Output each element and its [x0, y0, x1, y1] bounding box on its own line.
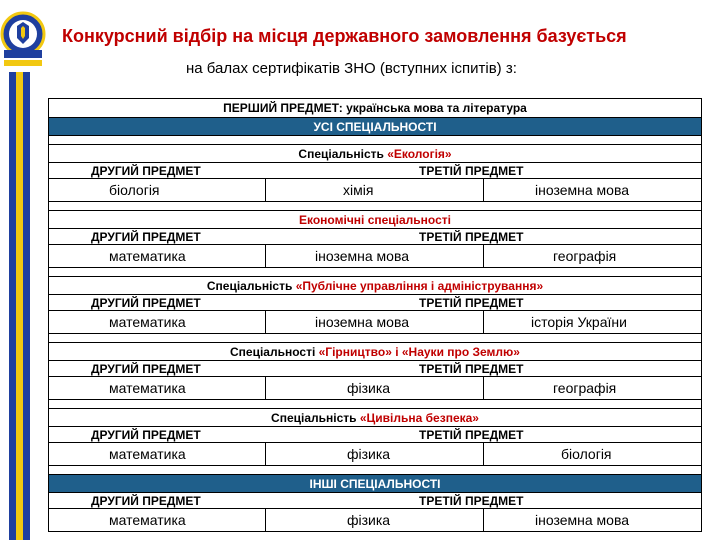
second-subject: математика	[109, 446, 186, 462]
subject-labels-row	[49, 360, 701, 376]
second-subject: математика	[109, 314, 186, 330]
specialty-name: «Цивільна безпека»	[359, 411, 479, 425]
subjects-table	[48, 98, 702, 532]
specialty-name: «Публічне управління і адміністрування»	[295, 279, 544, 293]
specialty-header	[49, 210, 701, 228]
third-subject-option: фізика	[347, 446, 391, 462]
third-subject-option: іноземна мова	[315, 248, 410, 264]
subject-labels-row	[49, 228, 701, 244]
second-subject-label: ДРУГИЙ ПРЕДМЕТ	[91, 296, 201, 310]
third-subject-label: ТРЕТІЙ ПРЕДМЕТ	[419, 164, 524, 178]
third-subject-option: географія	[553, 248, 617, 264]
subject-labels-row	[49, 162, 701, 178]
all-specialties-text: УСІ СПЕЦІАЛЬНОСТІ	[313, 120, 437, 134]
page-subtitle: на балах сертифікатів ЗНО (вступних іспитів) з:	[186, 60, 517, 77]
sidebar-stripe-blue	[23, 72, 30, 540]
all-specialties-band	[49, 117, 701, 135]
first-subject-row	[49, 98, 701, 117]
second-subject: математика	[109, 248, 186, 264]
specialty-prefix: Спеціальність	[206, 279, 296, 293]
third-subject-label: ТРЕТІЙ ПРЕДМЕТ	[419, 362, 524, 376]
third-subject-option: біологія	[561, 446, 612, 462]
sidebar-stripe-yellow	[16, 72, 23, 540]
specialty-name: «Екологія»	[387, 147, 452, 161]
specialty-prefix: Спеціальність	[271, 411, 360, 425]
other-specialties-band	[49, 474, 701, 492]
second-subject: математика	[109, 380, 186, 396]
specialty-name: «Гірництво» і «Науки про Землю»	[318, 345, 520, 359]
third-subject-option: географія	[553, 380, 617, 396]
second-subject-label: ДРУГИЙ ПРЕДМЕТ	[91, 230, 201, 244]
subject-labels-row	[49, 426, 701, 442]
first-subject-text: ПЕРШИЙ ПРЕДМЕТ: українська мова та література	[223, 101, 527, 115]
third-subject-option: хімія	[343, 182, 374, 198]
third-subject-option: історія України	[531, 314, 627, 330]
third-subject-label: ТРЕТІЙ ПРЕДМЕТ	[419, 428, 524, 442]
specialty-prefix: Спеціальність	[298, 147, 388, 161]
specialty-name: Економічні спеціальності	[299, 213, 451, 227]
specialty-header	[49, 276, 701, 294]
third-subject-option: іноземна мова	[535, 182, 630, 198]
subjects-row	[49, 178, 701, 201]
third-subject-option: іноземна мова	[535, 512, 630, 528]
spacer	[49, 333, 701, 342]
second-subject: біологія	[109, 182, 160, 198]
second-subject-label: ДРУГИЙ ПРЕДМЕТ	[91, 164, 201, 178]
subjects-row	[49, 310, 701, 333]
third-subject-option: іноземна мова	[315, 314, 410, 330]
university-emblem-icon	[0, 0, 46, 72]
subject-labels-row	[49, 492, 701, 508]
subject-labels-row	[49, 294, 701, 310]
second-subject-label: ДРУГИЙ ПРЕДМЕТ	[91, 494, 201, 508]
third-subject-option: фізика	[347, 380, 391, 396]
subjects-row	[49, 376, 701, 399]
other-specialties-text: ІНШІ СПЕЦІАЛЬНОСТІ	[309, 477, 441, 491]
specialty-header	[49, 408, 701, 426]
subjects-row	[49, 508, 701, 531]
spacer	[49, 201, 701, 210]
second-subject: математика	[109, 512, 186, 528]
page-title: Конкурсний відбір на місця державного замовлення базується	[62, 26, 627, 46]
second-subject-label: ДРУГИЙ ПРЕДМЕТ	[91, 362, 201, 376]
specialty-prefix: Спеціальності	[230, 345, 319, 359]
specialty-header	[49, 144, 701, 162]
specialty-header	[49, 342, 701, 360]
third-subject-option: фізика	[347, 512, 391, 528]
subjects-row	[49, 244, 701, 267]
spacer	[49, 267, 701, 276]
spacer	[49, 135, 701, 144]
spacer	[49, 399, 701, 408]
third-subject-label: ТРЕТІЙ ПРЕДМЕТ	[419, 296, 524, 310]
spacer	[49, 465, 701, 474]
third-subject-label: ТРЕТІЙ ПРЕДМЕТ	[419, 494, 524, 508]
second-subject-label: ДРУГИЙ ПРЕДМЕТ	[91, 428, 201, 442]
third-subject-label: ТРЕТІЙ ПРЕДМЕТ	[419, 230, 524, 244]
sidebar-stripe-blue	[9, 72, 16, 540]
sidebar	[0, 0, 46, 540]
subjects-row	[49, 442, 701, 465]
